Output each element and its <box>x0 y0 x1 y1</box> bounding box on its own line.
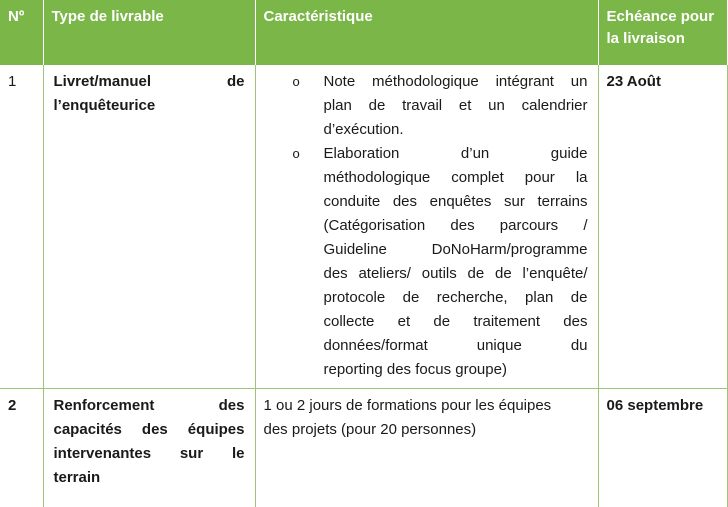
item-line: Guideline DoNoHarm/programme <box>323 241 588 258</box>
header-caracteristique: Caractéristique <box>255 0 598 65</box>
item-line: des ateliers/ outils de de l’enquête/ <box>323 265 588 282</box>
characteristic-cell <box>255 65 598 389</box>
text-line: 1 ou 2 jours de formations pour les équipes <box>263 397 552 414</box>
item-line: données/format unique du <box>323 337 588 354</box>
type-line: Livret/manuel de <box>53 73 245 90</box>
deliverable-type <box>43 65 255 389</box>
item-line: collecte et de traitement des <box>323 313 588 330</box>
item-line: d’exécution. <box>323 121 404 138</box>
table-row <box>0 65 727 389</box>
list-item <box>264 142 588 382</box>
header-deadline-line1: Echéance pour <box>606 8 715 25</box>
circle-bullet-icon: o <box>292 146 300 161</box>
type-line: intervenantes sur le <box>53 445 245 462</box>
item-line: conduite des enquêtes sur terrains <box>323 193 588 210</box>
text-line: des projets (pour 20 personnes) <box>263 421 477 438</box>
table-header-row <box>0 0 727 65</box>
list-item <box>264 70 588 142</box>
characteristic-text <box>264 394 588 442</box>
table-row <box>0 389 727 507</box>
row-number: 2 <box>0 389 43 507</box>
circle-bullet-icon: o <box>292 74 300 89</box>
characteristic-cell <box>255 389 598 507</box>
characteristic-list <box>264 70 588 382</box>
row-number: 1 <box>0 65 43 389</box>
item-line: reporting des focus groupe) <box>323 361 507 378</box>
item-line: (Catégorisation des parcours / <box>323 217 588 234</box>
header-num: Nº <box>0 0 43 65</box>
deliverable-type <box>43 389 255 507</box>
header-type: Type de livrable <box>43 0 255 65</box>
type-line: capacités des équipes <box>53 421 245 438</box>
type-line: Renforcement des <box>53 397 245 414</box>
header-deadline <box>598 0 727 65</box>
header-deadline-line2: la livraison <box>606 30 685 47</box>
item-line: protocole de recherche, plan de <box>323 289 588 306</box>
deadline-cell: 23 Août <box>598 65 727 389</box>
item-line: Elaboration d’un guide <box>323 145 588 162</box>
item-line: Note méthodologique intégrant un <box>323 73 588 90</box>
type-line: l’enquêteurice <box>53 97 156 114</box>
item-line: plan de travail et un calendrier <box>323 97 588 114</box>
deadline-cell: 06 septembre <box>598 389 727 507</box>
item-line: méthodologique complet pour la <box>323 169 588 186</box>
type-line: terrain <box>53 469 101 486</box>
